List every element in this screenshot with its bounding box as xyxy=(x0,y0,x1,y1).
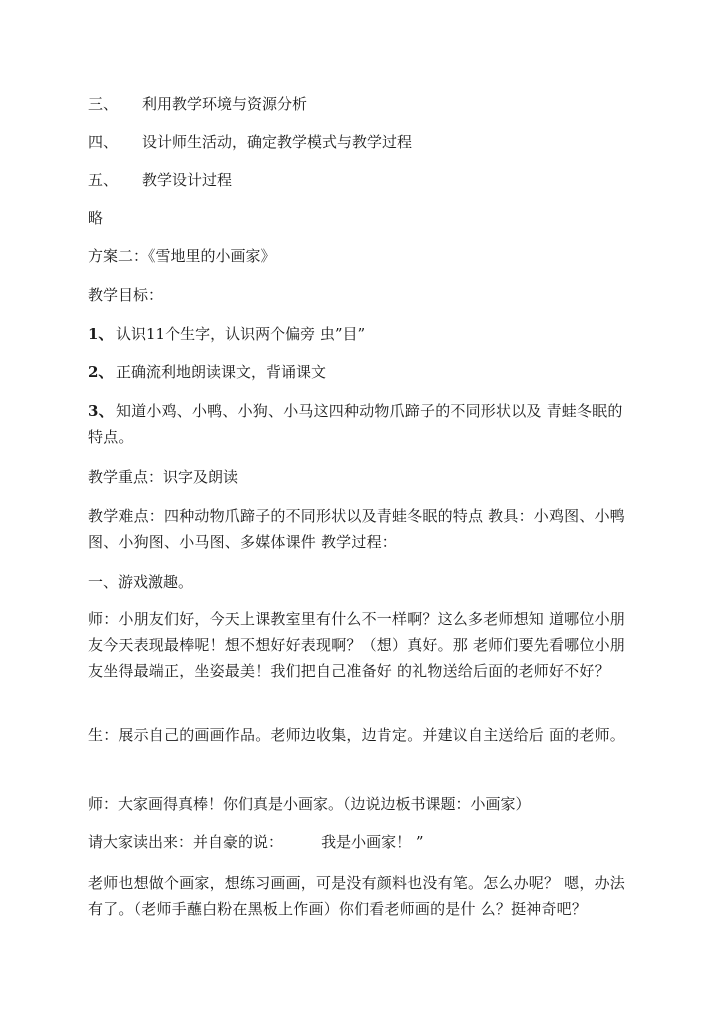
goal-text: 正确流利地朗读课文，背诵课文 xyxy=(116,363,327,381)
outline-number: 四、 xyxy=(88,133,119,151)
difficulty-and-tools: 教学难点：四种动物爪蹄子的不同形状以及青蛙冬眠的特点 教具：小鸡图、小鸭图、小狗图、小马图、多媒体课件 教学过程： xyxy=(88,507,625,551)
plan-title: 方案二：《雪地里的小画家》 xyxy=(88,247,276,265)
goal-text: 知道小鸡、小鸭、小狗、小马这四种动物爪蹄子的不同形状以及 青蛙冬眠的特点。 xyxy=(88,402,623,446)
goal-item-3 xyxy=(88,398,636,450)
goal-number: 1、 xyxy=(88,325,114,343)
key-point: 教学重点：识字及朗读 xyxy=(88,468,239,486)
goal-item-2 xyxy=(88,360,326,384)
student-dialogue-1: 生：展示自己的画画作品。老师边收集，边肯定。并建议自主送给后 面的老师。 xyxy=(88,726,625,744)
outline-text: 教学设计过程 xyxy=(142,171,233,189)
outline-number: 五、 xyxy=(88,171,119,189)
goal-number: 3、 xyxy=(88,402,114,420)
outline-text: 设计师生活动，确定教学模式与教学过程 xyxy=(142,133,413,151)
outline-text: 利用教学环境与资源分析 xyxy=(142,95,308,113)
goal-number: 2、 xyxy=(88,363,114,381)
teacher-dialogue-1: 师：小朋友们好，今天上课教室里有什么不一样啊？这么多老师想知 道哪位小朋友今天表现最棒呢！想不想好好表现啊？（想）真好。那 老师们要先看哪位小朋友坐得最端正，坐姿最美！我们把自己准备好 的礼物送给后面的老师好不好？ xyxy=(88,610,625,680)
omitted-note: 略 xyxy=(88,209,104,227)
teacher-dialogue-3: 老师也想做个画家，想练习画画，可是没有颜料也没有笔。怎么办呢？ 嗯，办法有了。（老师手蘸白粉在黑板上作画）你们看老师画的是什 么？挺神奇吧？ xyxy=(88,874,625,918)
goal-text: 认识11个生字，认识两个偏旁 虫”目” xyxy=(116,325,366,343)
step-heading: 一、游戏激趣。 xyxy=(88,573,194,591)
outline-item-4 xyxy=(88,130,412,154)
goals-heading: 教学目标： xyxy=(88,286,164,304)
outline-item-5 xyxy=(88,168,232,192)
outline-number: 三、 xyxy=(88,95,119,113)
goal-item-1 xyxy=(88,322,365,346)
teacher-dialogue-2: 师：大家画得真棒！你们真是小画家。（边说边板书课题：小画家） xyxy=(88,795,531,813)
read-aloud-prompt: 请大家读出来：并自豪的说： 我是小画家！ ” xyxy=(88,833,424,851)
outline-item-3 xyxy=(88,92,307,116)
